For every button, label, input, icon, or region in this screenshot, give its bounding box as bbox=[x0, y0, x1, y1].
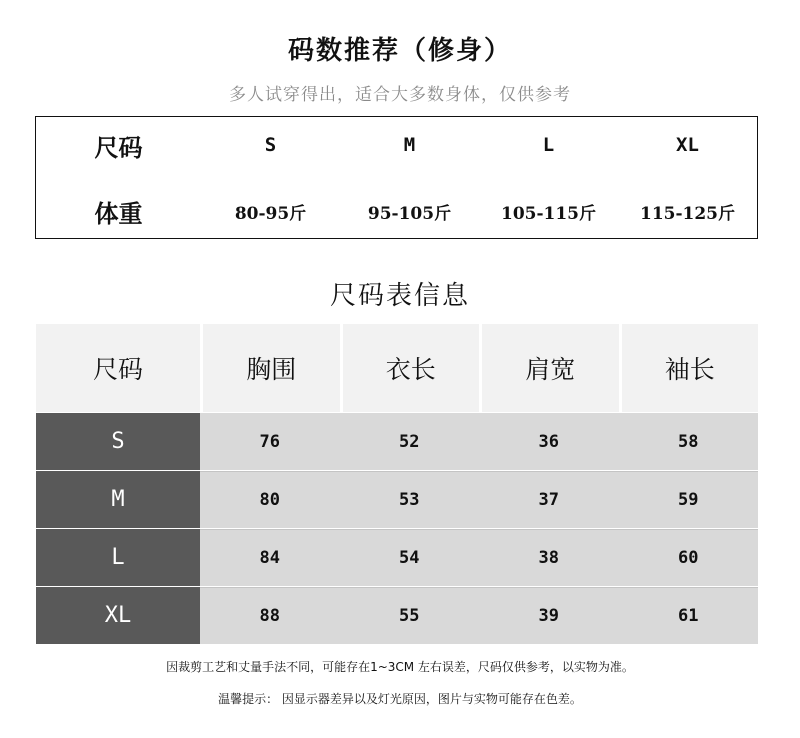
table-row bbox=[36, 412, 758, 470]
cell-shoulder: 39 bbox=[479, 587, 619, 644]
cell-shoulder: 37 bbox=[479, 471, 619, 528]
table-row bbox=[36, 470, 758, 528]
row-size-label: S bbox=[36, 413, 200, 470]
cell-sleeve: 59 bbox=[619, 471, 759, 528]
size-chart-title: 尺码表信息 bbox=[329, 281, 470, 311]
cell-shoulder: 36 bbox=[479, 413, 619, 470]
header-chest: 胸围 bbox=[200, 324, 340, 412]
recommend-weight-label: 体重 bbox=[94, 198, 143, 228]
header-shoulder: 肩宽 bbox=[479, 324, 619, 412]
header-size: 尺码 bbox=[36, 324, 200, 412]
color-difference-note: 温馨提示： 因显示器差异以及灯光原因，图片与实物可能存在色差。 bbox=[218, 692, 582, 706]
page-title: 码数推荐（修身） bbox=[287, 36, 512, 66]
recommend-weight-xl: 115-125斤 bbox=[639, 203, 736, 224]
cell-length: 53 bbox=[340, 471, 480, 528]
row-size-label: M bbox=[36, 471, 200, 528]
table-row bbox=[36, 586, 758, 644]
recommend-size-l: L bbox=[542, 134, 555, 156]
recommend-weight-s: 80-95斤 bbox=[234, 203, 307, 224]
cell-sleeve: 61 bbox=[619, 587, 759, 644]
cell-chest: 88 bbox=[200, 587, 340, 644]
recommend-size-m: M bbox=[403, 134, 416, 156]
header-sleeve: 袖长 bbox=[619, 324, 759, 412]
cell-length: 52 bbox=[340, 413, 480, 470]
table-row bbox=[36, 528, 758, 586]
recommend-size-xl: XL bbox=[676, 134, 699, 156]
cell-shoulder: 38 bbox=[479, 529, 619, 586]
page-subtitle: 多人试穿得出，适合大多数身体，仅供参考 bbox=[229, 85, 571, 105]
recommend-weight-m: 95-105斤 bbox=[367, 203, 452, 224]
cell-sleeve: 60 bbox=[619, 529, 759, 586]
recommend-size-s: S bbox=[264, 134, 277, 156]
cell-sleeve: 58 bbox=[619, 413, 759, 470]
row-size-label: XL bbox=[36, 587, 200, 644]
cell-chest: 76 bbox=[200, 413, 340, 470]
cell-chest: 84 bbox=[200, 529, 340, 586]
cell-length: 54 bbox=[340, 529, 480, 586]
recommend-weight-l: 105-115斤 bbox=[500, 203, 597, 224]
row-size-label: L bbox=[36, 529, 200, 586]
recommend-size-label: 尺码 bbox=[94, 132, 143, 162]
header-length: 衣长 bbox=[340, 324, 480, 412]
cell-chest: 80 bbox=[200, 471, 340, 528]
measurement-note: 因裁剪工艺和丈量手法不同，可能存在1~3CM 左右误差，尺码仅供参考，以实物为准。 bbox=[166, 660, 634, 674]
recommend-size-row bbox=[36, 125, 757, 165]
size-recommendation-box bbox=[35, 116, 758, 239]
cell-length: 55 bbox=[340, 587, 480, 644]
table-header-row bbox=[36, 324, 758, 412]
recommend-weight-row bbox=[36, 191, 757, 231]
size-chart-table bbox=[36, 324, 758, 644]
